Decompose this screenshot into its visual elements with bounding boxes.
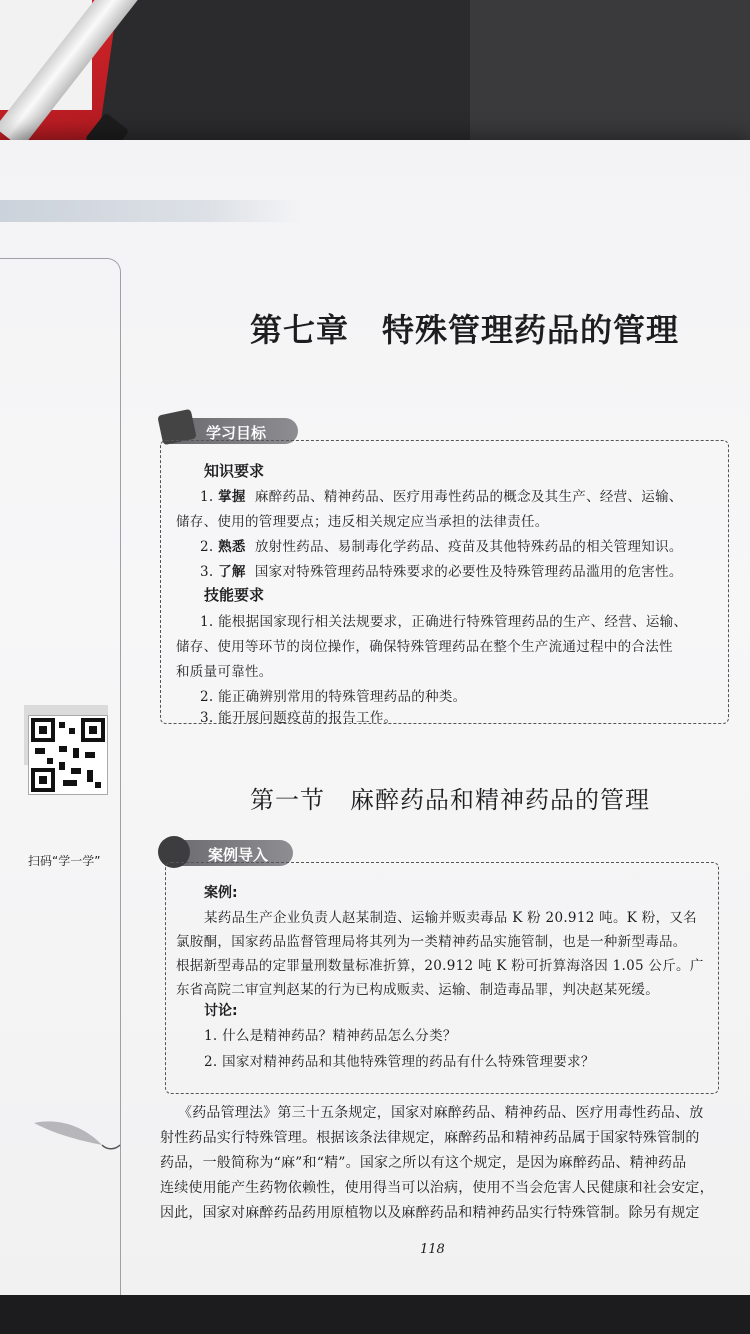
book-page <box>0 140 750 1300</box>
question-1: 1. 什么是精神药品？精神药品怎么分类？ <box>204 1028 457 1044</box>
body-line-4: 连续使用能产生药物依赖性，使用得当可以治病，使用不当会危害人民健康和社会安定， <box>160 1180 714 1196</box>
page-number: 118 <box>420 1242 445 1257</box>
skill-heading: 技能要求 <box>204 586 265 604</box>
skill-item-1-cont: 储存、使用等环节的岗位操作，确保特殊管理药品在整个生产流通过程中的合法性 <box>176 639 673 655</box>
body-line-2: 射性药品实行特殊管理。根据该条法律规定，麻醉药品和精神药品属于国家特殊管制的 <box>160 1130 700 1146</box>
desk-bottom <box>0 1295 750 1334</box>
goals-box <box>160 440 729 724</box>
question-2: 2. 国家对精神药品和其他特殊管理的药品有什么特殊管理要求？ <box>204 1054 595 1070</box>
skill-item-1: 1. 能根据国家现行相关法规要求，正确进行特殊管理药品的生产、经营、运输、 <box>200 614 688 630</box>
chapter-title: 第七章 特殊管理药品的管理 <box>250 311 680 349</box>
qr-code <box>28 715 108 795</box>
case-line-1: 某药品生产企业负责人赵某制造、运输并贩卖毒品 K 粉 20.912 吨。K 粉，又名 <box>204 910 697 926</box>
feather-quill-icon <box>32 1115 122 1155</box>
skill-item-3: 3. 能开展问题疫苗的报告工作。 <box>200 710 398 726</box>
case-line-3: 根据新型毒品的定罪量刑数量标准折算，20.912 吨 K 粉可折算海洛因 1.05 公斤。广 <box>176 958 704 974</box>
knowledge-item-1: 1. 掌握 麻醉药品、精神药品、医疗用毒性药品的概念及其生产、经营、运输、 <box>200 489 683 505</box>
case-line-4: 东省高院二审宣判赵某的行为已构成贩卖、运输、制造毒品罪，判决赵某死缓。 <box>176 982 659 998</box>
desk-surface <box>470 0 750 150</box>
skill-item-1-cont2: 和质量可靠性。 <box>176 664 273 680</box>
case-tab-label: 案例导入 <box>208 846 269 864</box>
goals-tab-label: 学习目标 <box>206 424 267 442</box>
skill-item-2: 2. 能正确辨别常用的特殊管理药品的种类。 <box>200 689 467 705</box>
section-title: 第一节 麻醉药品和精神药品的管理 <box>250 786 650 814</box>
header-stripe <box>0 200 300 222</box>
discussion-heading: 讨论: <box>204 1003 238 1019</box>
qr-label: 扫码“学一学” <box>28 854 101 868</box>
knowledge-item-2: 2. 熟悉 放射性药品、易制毒化学药品、疫苗及其他特殊药品的相关管理知识。 <box>200 539 683 555</box>
body-line-5: 因此，国家对麻醉药品药用原植物以及麻醉药品和精神药品实行特殊管制。除另有规定 <box>160 1205 700 1221</box>
knowledge-heading: 知识要求 <box>204 462 265 480</box>
knowledge-item-1-cont: 储存、使用的管理要点；违反相关规定应当承担的法律责任。 <box>176 514 549 530</box>
body-line-3: 药品，一般简称为“麻”和“精”。国家之所以有这个规定，是因为麻醉药品、精神药品 <box>160 1155 687 1171</box>
case-line-2: 氯胺酮，国家药品监督管理局将其列为一类精神药品实施管制，也是一种新型毒品。 <box>176 934 687 950</box>
body-line-1: 《药品管理法》第三十五条规定，国家对麻醉药品、精神药品、医疗用毒性药品、放 <box>178 1105 704 1121</box>
case-heading: 案例: <box>204 885 238 901</box>
knowledge-item-3: 3. 了解 国家对特殊管理药品特殊要求的必要性及特殊管理药品滥用的危害性。 <box>200 564 683 580</box>
